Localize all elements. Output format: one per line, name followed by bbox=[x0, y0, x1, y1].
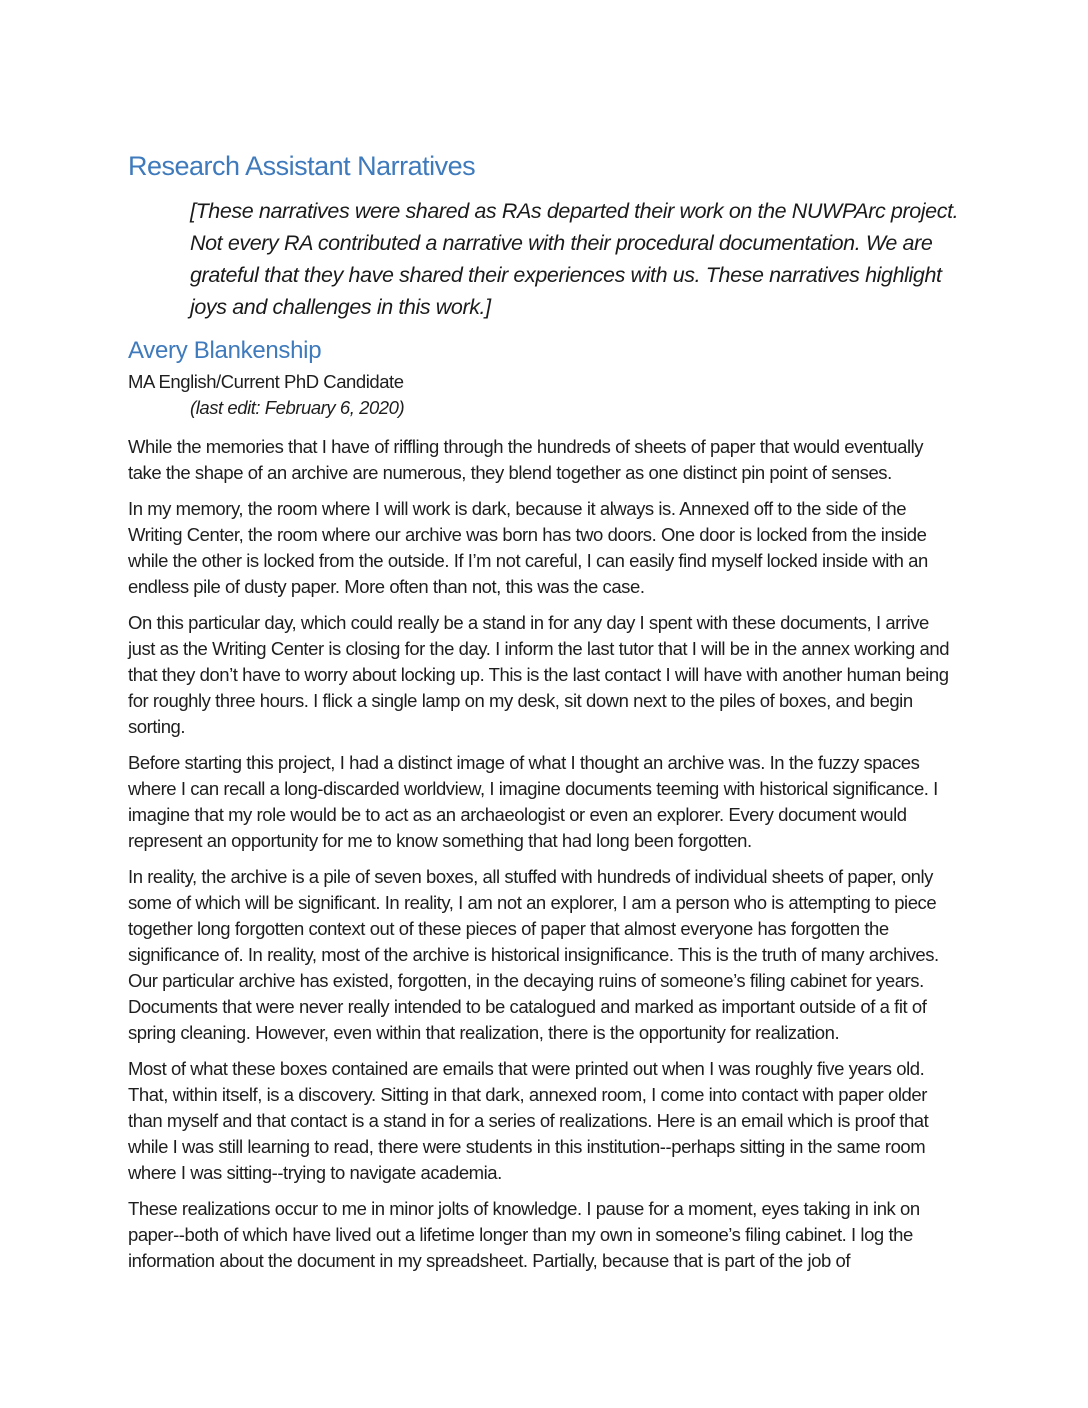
last-edit-note: (last edit: February 6, 2020) bbox=[190, 397, 405, 418]
narrative-paragraph: Most of what these boxes contained are emails that were printed out when I was roughly five years old. That, within itself, is a discovery. Sitting in that dark, annexed room, I come into contact with paper older than myself and that contact is a stand in for a series of realizations. Here is an email which is proof that while I was still learning to read, there were students in this institution--perhaps sitting in the same room where I was sitting--trying to navigate academia. bbox=[128, 1058, 929, 1183]
author-credentials: MA English/Current PhD Candidate bbox=[128, 371, 404, 392]
narrative-paragraph: These realizations occur to me in minor jolts of knowledge. I pause for a moment, eyes taking in ink on paper--both of which have lived out a lifetime longer than my own in someone’s filing cabinet. I log the information about the document in my spreadsheet. Partially, because that is part of the job of bbox=[128, 1198, 920, 1271]
document-title: Research Assistant Narratives bbox=[128, 151, 476, 181]
author-name-heading: Avery Blankenship bbox=[128, 337, 322, 364]
narrative-paragraph: In reality, the archive is a pile of seven boxes, all stuffed with hundreds of individual sheets of paper, only some of which will be significant. In reality, I am not an explorer, I am a person who is attempting to piece together long forgotten context out of these pieces of paper that almost everyone has forgotten the significance of. In reality, most of the archive is historical insignificance. This is the truth of many archives. Our particular archive has existed, forgotten, in the decaying ruins of someone’s filing cabinet for years. Documents that were never really intended to be catalogued and marked as important outside of a fit of spring cleaning. However, even within that realization, there is the opportunity for realization. bbox=[128, 866, 939, 1043]
narrative-paragraph: While the memories that I have of riffling through the hundreds of sheets of paper that would eventually take the shape of an archive are numerous, they blend together as one distinct pin point of senses. bbox=[128, 436, 924, 483]
narrative-paragraph: In my memory, the room where I will work is dark, because it always is. Annexed off to the side of the Writing Center, the room where our archive was born has two doors. One door is locked from the inside while the other is locked from the outside. If I’m not careful, I can easily find myself locked inside with an endless pile of dusty paper. More often than not, this was the case. bbox=[128, 498, 928, 597]
narrative-paragraph: Before starting this project, I had a distinct image of what I thought an archive was. In the fuzzy spaces where I can recall a long-discarded worldview, I imagine documents teeming with historical significance. I imagine that my role would be to act as an archaeologist or even an explorer. Every document would represent an opportunity for me to know something that had long been forgotten. bbox=[128, 752, 938, 851]
narrative-paragraph: On this particular day, which could really be a stand in for any day I spent with these documents, I arrive just as the Writing Center is closing for the day. I inform the last tutor that I will be in the annex working and that they don’t have to worry about locking up. This is the last contact I will have with another human being for roughly three hours. I flick a single lamp on my desk, sit down next to the piles of boxes, and begin sorting. bbox=[128, 612, 950, 737]
intro-note: [These narratives were shared as RAs departed their work on the NUWPArc project. Not every RA contributed a narrative with their procedural documentation. We are grateful that they have shared their experiences with us. These narratives highlight joys and challenges in this work.] bbox=[190, 199, 959, 319]
